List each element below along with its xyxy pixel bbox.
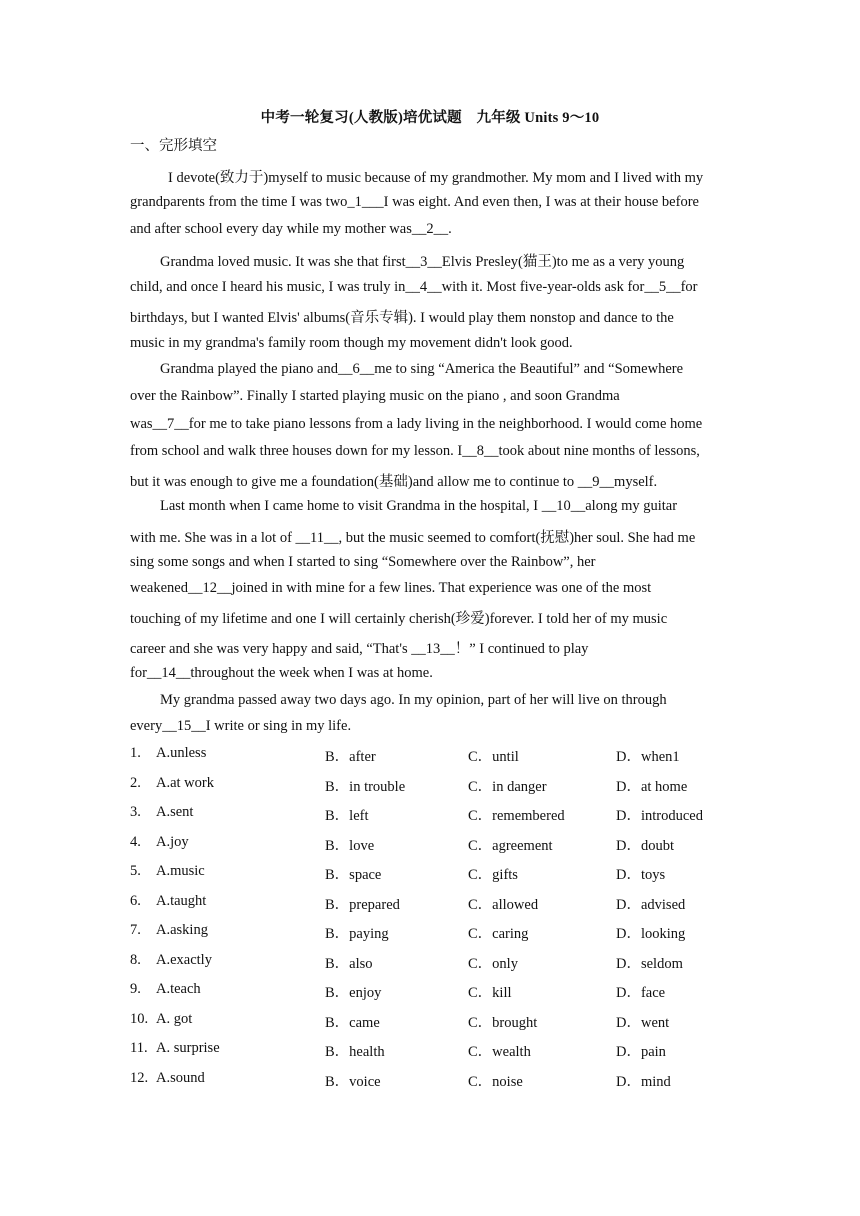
passage-line: music in my grandma's family room though my movement didn't look good. xyxy=(130,335,573,351)
passage-line: over the Rainbow”. Finally I started playing music on the piano , and soon Grandma xyxy=(130,388,620,404)
option-c: C．wealth xyxy=(468,1044,531,1060)
passage-line: but it was enough to give me a foundation(基础)and allow me to continue to __9__myself. xyxy=(130,474,658,490)
passage-line: career and she was very happy and said, “That's __13__！” I continued to play xyxy=(130,641,589,657)
option-c: C．agreement xyxy=(468,838,553,854)
option-c: C．gifts xyxy=(468,867,518,883)
passage-line: and after school every day while my mother was__2__. xyxy=(130,221,452,237)
passage-line: Grandma loved music. It was she that first__3__Elvis Presley(猫王)to me as a very young xyxy=(160,254,685,270)
option-a: A.asking xyxy=(156,922,208,938)
option-d: D．went xyxy=(616,1015,670,1031)
option-b: B．left xyxy=(325,808,369,824)
option-b: B．prepared xyxy=(325,897,400,913)
option-a: A.music xyxy=(156,863,205,879)
question-number: 3. xyxy=(130,804,141,820)
passage-line: for__14__throughout the week when I was at home. xyxy=(130,665,433,681)
question-number: 6. xyxy=(130,893,141,909)
passage-line: child, and once I heard his music, I was truly in__4__with it. Most five-year-olds ask for__5__for xyxy=(130,279,698,295)
passage-line: was__7__for me to take piano lessons from a lady living in the neighborhood. I would come home xyxy=(130,416,703,432)
option-d: D．toys xyxy=(616,867,666,883)
option-b: B．enjoy xyxy=(325,985,382,1001)
question-number: 11. xyxy=(130,1040,148,1056)
passage-line: sing some songs and when I started to sing “Somewhere over the Rainbow”, her xyxy=(130,554,596,570)
option-c: C．noise xyxy=(468,1074,523,1090)
option-b: B．in trouble xyxy=(325,779,406,795)
question-number: 2. xyxy=(130,775,141,791)
option-c: C．allowed xyxy=(468,897,539,913)
question-number: 10. xyxy=(130,1011,149,1027)
option-d: D．mind xyxy=(616,1074,671,1090)
option-c: C．remembered xyxy=(468,808,565,824)
question-number: 12. xyxy=(130,1070,149,1086)
passage-line: from school and walk three houses down for my lesson. I__8__took about nine months of lessons, xyxy=(130,443,700,459)
option-b: B．voice xyxy=(325,1074,381,1090)
option-c: C．only xyxy=(468,956,518,972)
option-a: A.teach xyxy=(156,981,201,997)
option-b: B．love xyxy=(325,838,375,854)
option-d: D．at home xyxy=(616,779,688,795)
passage-line: Grandma played the piano and__6__me to sing “America the Beautiful” and “Somewhere xyxy=(160,361,684,377)
option-b: B．health xyxy=(325,1044,385,1060)
passage-line: with me. She was in a lot of __11__, but the music seemed to comfort(抚慰)her soul. She had me xyxy=(130,530,696,546)
question-number: 8. xyxy=(130,952,141,968)
option-b: B．came xyxy=(325,1015,380,1031)
option-b: B．paying xyxy=(325,926,389,942)
option-d: D．doubt xyxy=(616,838,674,854)
option-d: D．seldom xyxy=(616,956,683,972)
option-c: C．caring xyxy=(468,926,529,942)
question-number: 7. xyxy=(130,922,141,938)
passage-line: touching of my lifetime and one I will certainly cherish(珍爱)forever. I told her of my music xyxy=(130,611,668,627)
option-c: C．until xyxy=(468,749,519,765)
option-d: D．advised xyxy=(616,897,686,913)
passage-line: My grandma passed away two days ago. In my opinion, part of her will live on through xyxy=(160,692,667,708)
option-a: A.exactly xyxy=(156,952,212,968)
passage-line: weakened__12__joined in with mine for a few lines. That experience was one of the most xyxy=(130,580,652,596)
option-d: D．when1 xyxy=(616,749,680,765)
option-a: A.unless xyxy=(156,745,207,761)
option-b: B．also xyxy=(325,956,373,972)
option-a: A. surprise xyxy=(156,1040,220,1056)
option-a: A. got xyxy=(156,1011,193,1027)
option-a: A.taught xyxy=(156,893,207,909)
question-number: 4. xyxy=(130,834,141,850)
option-c: C．brought xyxy=(468,1015,538,1031)
passage-line: birthdays, but I wanted Elvis' albums(音乐专辑). I would play them nonstop and dance to the xyxy=(130,310,674,326)
passage-line: I devote(致力于)myself to music because of my grandmother. My mom and I lived with my xyxy=(168,170,704,186)
option-d: D．introduced xyxy=(616,808,703,824)
passage-line: grandparents from the time I was two_1___I was eight. And even then, I was at their house before xyxy=(130,194,699,210)
option-b: B．space xyxy=(325,867,382,883)
option-a: A.at work xyxy=(156,775,214,791)
option-c: C．in danger xyxy=(468,779,547,795)
question-number: 9. xyxy=(130,981,141,997)
passage-line: every__15__I write or sing in my life. xyxy=(130,718,352,734)
question-number: 1. xyxy=(130,745,141,761)
option-a: A.sent xyxy=(156,804,194,820)
section-heading: 一、完形填空 xyxy=(130,138,217,154)
option-a: A.sound xyxy=(156,1070,205,1086)
option-b: B．after xyxy=(325,749,376,765)
page-title: 中考一轮复习(人教版)培优试题 九年级 Units 9～10 xyxy=(260,110,600,126)
option-c: C．kill xyxy=(468,985,512,1001)
option-d: D．looking xyxy=(616,926,686,942)
option-a: A.joy xyxy=(156,834,189,850)
option-d: D．pain xyxy=(616,1044,666,1060)
question-number: 5. xyxy=(130,863,141,879)
option-d: D．face xyxy=(616,985,666,1001)
passage-line: Last month when I came home to visit Grandma in the hospital, I __10__along my guitar xyxy=(160,498,678,514)
